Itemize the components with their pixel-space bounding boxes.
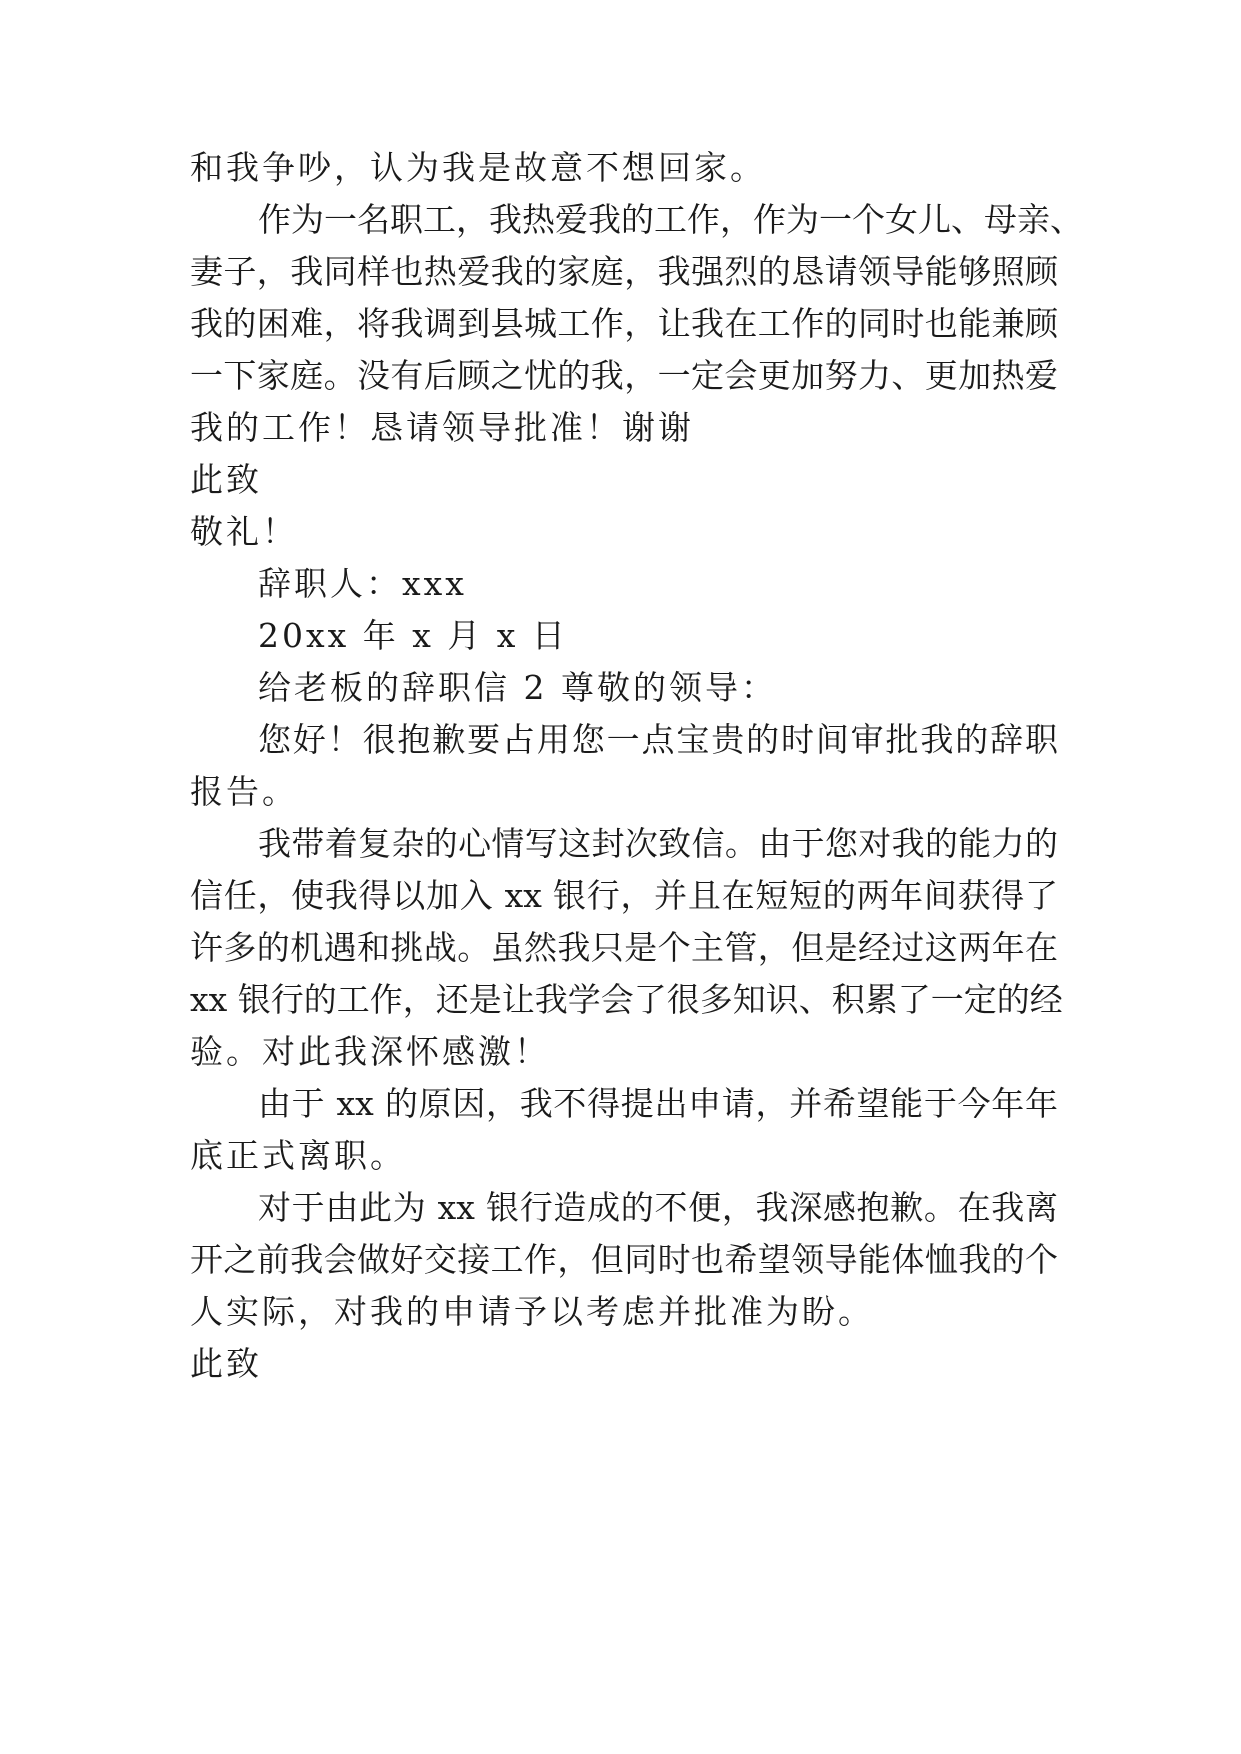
text-line: 许多的机遇和挑战。虽然我只是个主管，但是经过这两年在 [190, 928, 1058, 967]
text-line: 底正式离职。 [190, 1136, 406, 1175]
text-line: 我的工作！恳请领导批准！谢谢 [190, 408, 694, 447]
text-line: 对于由此为 xx 银行造成的不便，我深感抱歉。在我离 [258, 1188, 1058, 1227]
letter-heading: 给老板的辞职信 2 尊敬的领导： [258, 668, 777, 707]
text-line: 报告。 [190, 772, 298, 811]
text-line: 我带着复杂的心情写这封次致信。由于您对我的能力的 [258, 824, 1058, 863]
closing-salutation: 此致 [190, 460, 262, 499]
text-line: 信任，使我得以加入 xx 银行，并且在短短的两年间获得了 [190, 876, 1058, 915]
text-line: 人实际，对我的申请予以考虑并批准为盼。 [190, 1292, 874, 1331]
text-line: 一下家庭。没有后顾之忧的我，一定会更加努力、更加热爱 [190, 356, 1058, 395]
date-line: 20xx 年 x 月 x 日 [258, 616, 568, 655]
text-line: 我的困难，将我调到县城工作，让我在工作的同时也能兼顾 [190, 304, 1058, 343]
text-line: 验。对此我深怀感激！ [190, 1032, 550, 1071]
text-line: xx 银行的工作，还是让我学会了很多知识、积累了一定的经 [190, 980, 1063, 1019]
closing-regards: 敬礼！ [190, 512, 298, 551]
text-line: 您好！很抱歉要占用您一点宝贵的时间审批我的辞职 [258, 720, 1058, 759]
text-line: 作为一名职工，我热爱我的工作，作为一个女儿、母亲、 [258, 200, 1083, 239]
closing-salutation: 此致 [190, 1344, 262, 1383]
signature-line: 辞职人：xxx [258, 564, 467, 603]
text-line: 由于 xx 的原因，我不得提出申请，并希望能于今年年 [258, 1084, 1058, 1123]
document-page [190, 0, 1083, 1754]
text-line: 妻子，我同样也热爱我的家庭，我强烈的恳请领导能够照顾 [190, 252, 1058, 291]
text-line: 和我争吵，认为我是故意不想回家。 [190, 148, 766, 187]
text-line: 开之前我会做好交接工作，但同时也希望领导能体恤我的个 [190, 1240, 1058, 1279]
